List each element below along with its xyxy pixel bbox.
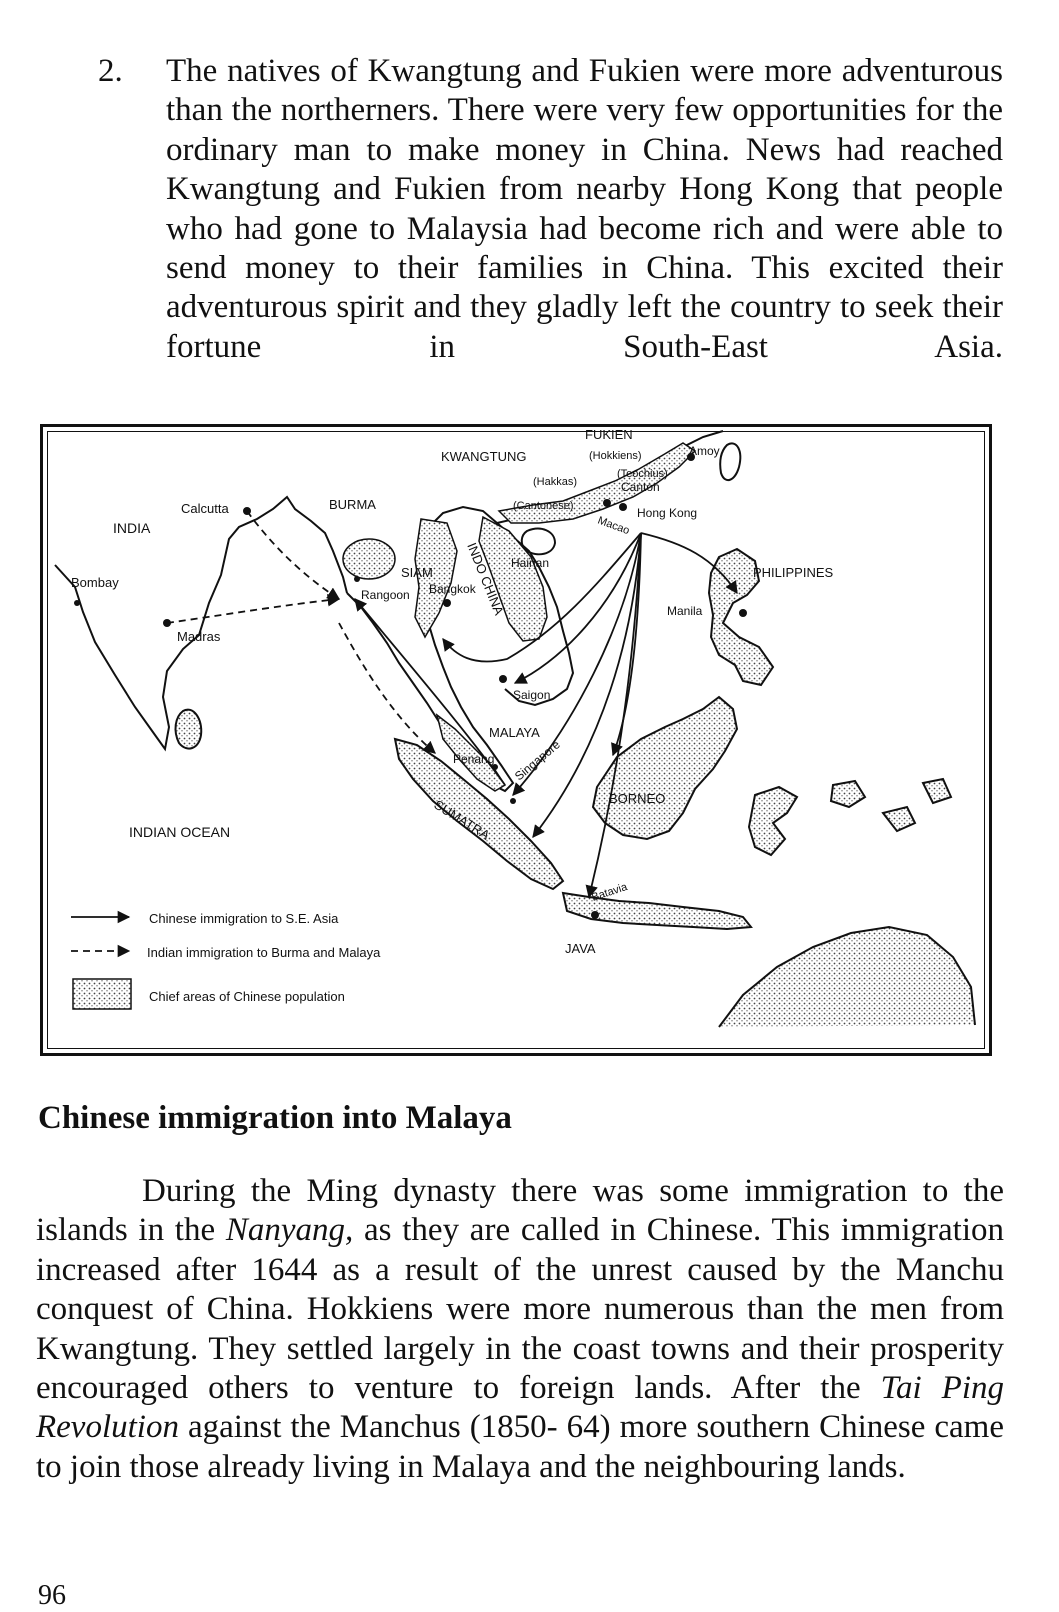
label-bombay: Bombay (71, 575, 119, 590)
label-kwangtung: KWANGTUNG (441, 449, 527, 464)
paragraph-text-2: as they are called in Chinese. This immigration increased after 1644 as a result of the unrest caused by the Manchu conquest of China. Hokkiens were more numerous than the men from Kwangtung. They settled largely in the coast towns and their prosperity encouraged others to venture to foreign lands. After the (36, 1212, 1005, 1407)
celebes-island (749, 787, 797, 855)
india-coastline (55, 497, 347, 749)
label-canton: Canton (621, 480, 660, 494)
ceylon-island (176, 710, 202, 749)
paragraph-term-taiping: Tai Ping Revolution (36, 1370, 1004, 1446)
label-manila: Manila (667, 604, 703, 618)
legend-population: Chief areas of Chinese population (149, 989, 345, 1004)
label-siam: SIAM (401, 565, 433, 580)
map-svg (43, 427, 995, 1059)
chinese-routes (355, 533, 737, 897)
legend-dotted-swatch (73, 979, 131, 1009)
label-hainan: Hainan (511, 556, 550, 570)
label-india: INDIA (113, 520, 151, 536)
paragraph-term-nanyang: Nanyang, (225, 1212, 354, 1249)
label-hong-kong: Hong Kong (637, 506, 698, 520)
map-legend (71, 911, 381, 1009)
page-number: 96 (38, 1580, 66, 1611)
paragraph-text-1: During the Ming dynasty there was some immigration to the islands in the (36, 1173, 1004, 1249)
body-paragraph (36, 1172, 1004, 1487)
city-markers (74, 453, 747, 919)
label-indo-china: INDO CHINA (464, 540, 507, 618)
label-calcutta: Calcutta (181, 501, 229, 516)
label-hakkas: (Hakkas) (533, 476, 578, 488)
eastern-islands (831, 779, 951, 831)
new-guinea-coast (719, 927, 975, 1027)
borneo-island (593, 697, 737, 839)
label-cantonese: (Cantonese) (513, 500, 574, 512)
label-amoy: Amoy (689, 444, 720, 458)
immigration-map (40, 424, 992, 1056)
paragraph-text: The natives of Kwangtung and Fukien were more adventurous than the northerners. There were very few opportunities for the ordinary man to make money in China. News had reached Kwangtung and Fukien from nearby Hong Kong that people who had gone to Malaysia had become rich and were able to send money to their families in China. This excited their adventurous spirit and they gladly left the country to seek their fortune in South-East Asia. (166, 53, 1003, 365)
burma-population-area (343, 539, 395, 579)
legend-chinese: Chinese immigration to S.E. Asia (149, 911, 339, 926)
numbered-paragraph (98, 52, 1003, 367)
hainan-island (522, 529, 555, 555)
label-teochius: (Teochius) (617, 468, 668, 480)
section-heading: Chinese immigration into Malaya (38, 1100, 512, 1136)
label-sumatra: SUMATRA (431, 796, 493, 843)
label-java: JAVA (565, 941, 596, 956)
legend-indian: Indian immigration to Burma and Malaya (147, 945, 381, 960)
label-bangkok: Bangkok (429, 582, 476, 596)
label-borneo: BORNEO (609, 791, 666, 806)
label-saigon: Saigon (513, 688, 551, 702)
taiwan-island (720, 443, 740, 480)
label-indian-ocean: INDIAN OCEAN (129, 824, 231, 840)
label-batavia: Batavia (590, 881, 629, 904)
label-macao: Macao (595, 514, 632, 538)
label-burma: BURMA (329, 497, 376, 512)
paragraph-number: 2. (98, 53, 123, 89)
label-rangoon: Rangoon (361, 588, 410, 602)
label-philippines: PHILIPPINES (753, 565, 834, 580)
label-madras: Madras (177, 629, 221, 644)
paragraph-text-3: against the Manchus (1850- 64) more southern Chinese came to join those already living in Malaya and the neighbouring lands. (36, 1409, 1004, 1485)
label-hokkiens: (Hokkiens) (589, 450, 642, 462)
label-fukien: FUKIEN (585, 427, 633, 442)
label-singapore: Singapore (511, 737, 563, 784)
label-penang: Penang (453, 752, 495, 766)
label-malaya: MALAYA (489, 725, 540, 740)
